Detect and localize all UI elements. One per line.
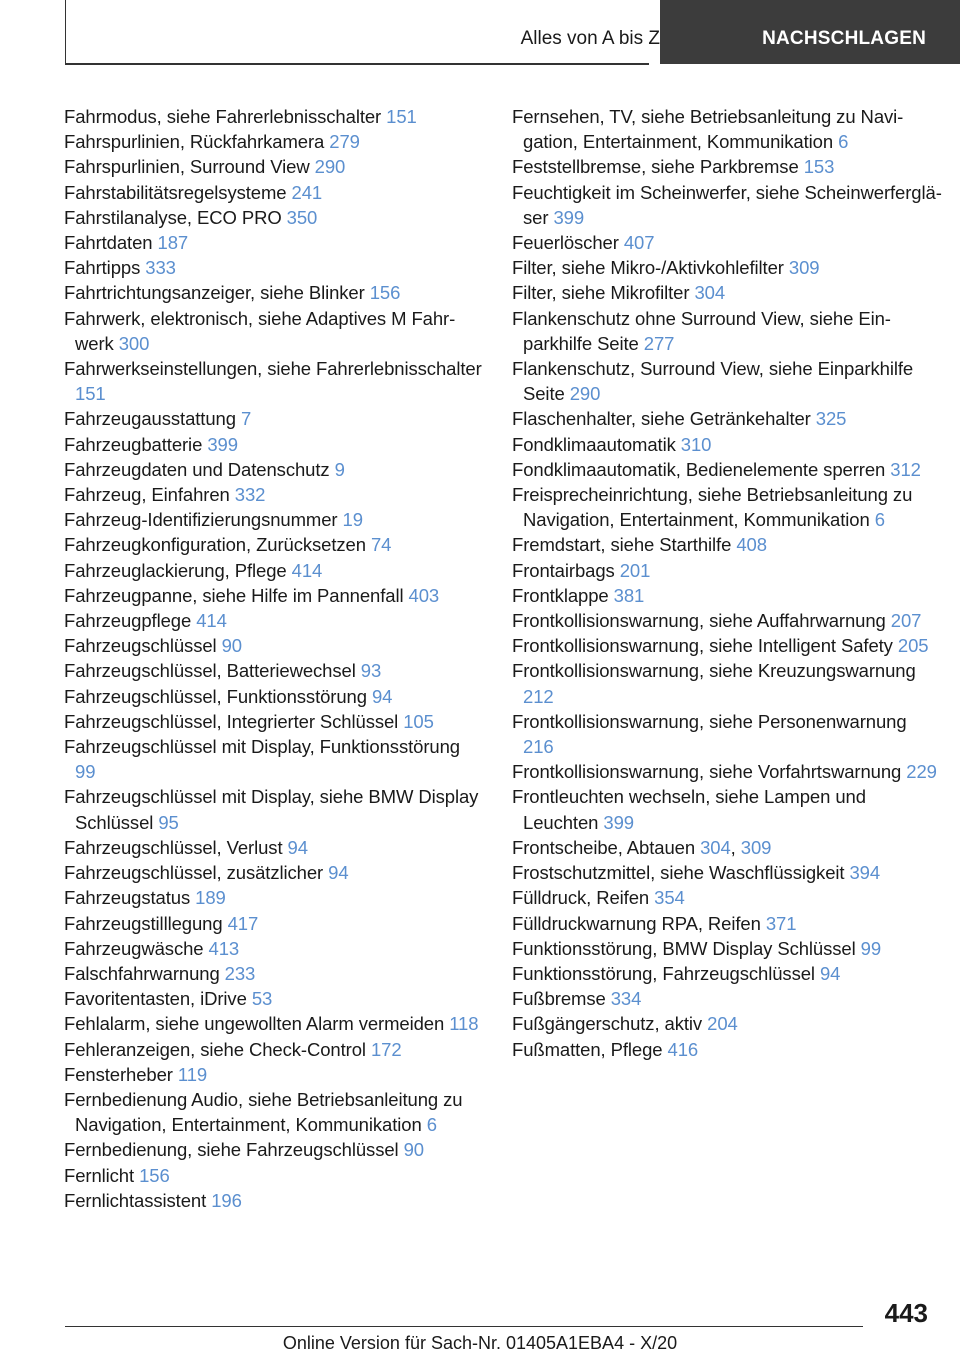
- index-entry-term: Fahrstilanalyse, ECO PRO: [64, 206, 287, 228]
- index-entry: [64, 255, 484, 280]
- index-entry-term: Fahrstabilitätsregelsysteme: [64, 181, 292, 203]
- page-reference-link[interactable]: 151: [386, 106, 417, 127]
- page-reference-link[interactable]: 172: [370, 1038, 402, 1060]
- index-entry: [64, 784, 484, 834]
- page-reference-link[interactable]: 300: [118, 332, 150, 354]
- page-reference-link[interactable]: 304: [694, 282, 726, 304]
- page-reference-link[interactable]: 95: [158, 811, 179, 833]
- index-entry-term: Feststellbremse, siehe Parkbremse: [512, 156, 804, 178]
- index-entry-term: Frontkollisionswarnung, siehe Vorfahrtswarnung: [512, 761, 907, 783]
- index-entry-term: Feuchtigkeit im Scheinwerfer, siehe Scheinwerfergläser: [512, 181, 942, 228]
- page-reference-link[interactable]: 94: [287, 836, 308, 858]
- page-reference-link[interactable]: 394: [849, 862, 881, 884]
- page-reference-link[interactable]: 189: [195, 887, 226, 909]
- index-entry-term: Frontkollisionswarnung, siehe Personenwarnung: [512, 710, 907, 732]
- index-entry: [64, 507, 484, 532]
- page-reference-link[interactable]: 408: [736, 534, 767, 556]
- index-entry: [64, 1087, 484, 1137]
- page-reference-link[interactable]: 229: [906, 761, 937, 783]
- index-entry: [512, 532, 942, 557]
- page-reference-link[interactable]: 9: [334, 458, 345, 480]
- page-reference-link[interactable]: 94: [371, 685, 393, 707]
- index-entry-term: Frontscheibe, Abtauen: [512, 836, 701, 858]
- page-reference-link[interactable]: 6: [426, 1114, 437, 1136]
- index-entry-term: Funktionsstörung, Fahrzeugschlüssel: [512, 962, 820, 984]
- chapter-tab-label: NACHSCHLAGEN: [762, 28, 926, 49]
- index-entry-term: Fahrzeugschlüssel mit Display, Funktionsstörung: [64, 736, 460, 758]
- index-entry-term: Fahrtrichtungsanzeiger, siehe Blinker: [64, 282, 370, 304]
- index-entry: [64, 129, 484, 154]
- index-entry-term: Fahrtdaten: [64, 232, 158, 254]
- index-entry: [64, 180, 484, 205]
- index-entry: [64, 482, 484, 507]
- index-entry-term: Fußgängerschutz, aktiv: [512, 1013, 708, 1035]
- index-entry: [512, 558, 942, 583]
- page-reference-link[interactable]: 7: [240, 408, 252, 430]
- index-entry-term: Fahrzeugschlüssel, Batteriewechsel: [64, 660, 361, 682]
- index-entry: [512, 936, 942, 961]
- page-reference-link[interactable]: 119: [177, 1063, 208, 1085]
- index-entry-term: Filter, siehe Mikro-/Aktivkohlefilter: [512, 257, 789, 279]
- page-reference-link[interactable]: 6: [874, 509, 885, 531]
- index-entry: [512, 784, 942, 834]
- index-entry-term: Fahrwerk, elektronisch, siehe Adaptives M Fahrwerk: [64, 307, 456, 354]
- index-entry-term: Fahrzeugschlüssel mit Display, siehe BMW Display Schlüssel: [64, 786, 479, 833]
- index-entry: [512, 961, 942, 986]
- page-reference-link[interactable]: 94: [328, 862, 349, 884]
- index-entry: [64, 936, 484, 961]
- page-reference-link[interactable]: 204: [707, 1013, 738, 1035]
- index-entry: [64, 306, 484, 356]
- page-reference-link[interactable]: 6: [838, 131, 849, 153]
- page-reference-link[interactable]: 414: [196, 610, 227, 632]
- index-entry-term: Fernsehen, TV, siehe Betriebsanleitung zu Navigation, Entertainment, Kommunikation: [512, 106, 904, 153]
- index-entry-term: Fahrzeugkonfiguration, Zurücksetzen: [64, 534, 371, 556]
- chapter-tab: [660, 0, 960, 64]
- index-entry: [512, 457, 942, 482]
- page-reference-link[interactable]: 399: [603, 811, 634, 833]
- index-entry-term: Fehleranzeigen, siehe Check-Control: [64, 1038, 371, 1060]
- index-entry: [512, 280, 942, 305]
- index-entry: [64, 734, 484, 784]
- index-entry-term: Fußmatten, Pflege: [512, 1038, 668, 1060]
- index-entry-term: Fahrzeuglackierung, Pflege: [64, 559, 292, 581]
- index-entry-term: Fahrzeugschlüssel, Integrierter Schlüssel: [64, 710, 404, 732]
- page-reference-link[interactable]: 333: [145, 257, 176, 279]
- page-reference-link[interactable]: 310: [680, 433, 712, 455]
- page-reference-link[interactable]: 407: [623, 232, 655, 254]
- page-reference-link[interactable]: 207: [890, 610, 922, 632]
- index-entry: [64, 532, 484, 557]
- header-rule: [65, 63, 649, 65]
- index-entry: [64, 104, 484, 129]
- index-entry: [512, 230, 942, 255]
- index-entry: [512, 154, 942, 179]
- index-entry: [512, 180, 942, 230]
- index-entry-term: Falschfahrwarnung: [64, 962, 225, 984]
- index-entry-term: Feuerlöscher: [512, 232, 624, 254]
- index-entry: [64, 633, 484, 658]
- index-entry-term: Flankenschutz, Surround View, siehe Einparkhilfe Seite: [512, 358, 914, 405]
- page-reference-link[interactable]: 156: [369, 282, 401, 304]
- index-entry: [512, 835, 942, 860]
- page-reference-link[interactable]: 90: [221, 635, 242, 657]
- index-entry: [64, 558, 484, 583]
- index-entry-term: Fahrwerkseinstellungen, siehe Fahrerlebnisschalter: [64, 358, 482, 380]
- page-reference-link[interactable]: 309: [740, 836, 772, 858]
- index-column-left: [64, 104, 484, 1213]
- index-entry: [512, 986, 942, 1011]
- index-entry-term: Funktionsstörung, BMW Display Schlüssel: [512, 937, 861, 959]
- page-reference-link[interactable]: 241: [291, 181, 323, 203]
- page-reference-link[interactable]: 212: [523, 685, 554, 707]
- index-entry-term: Fehlalarm, siehe ungewollten Alarm vermeiden: [64, 1013, 450, 1035]
- page-reference-link[interactable]: 417: [227, 912, 259, 934]
- index-entry-term: Favoritentasten, iDrive: [64, 988, 252, 1010]
- index-entry: [64, 684, 484, 709]
- page-reference-link[interactable]: 290: [314, 156, 346, 178]
- index-entry-term: Fahrzeugschlüssel, Verlust: [64, 836, 288, 858]
- index-entry: [64, 356, 484, 406]
- page-reference-link[interactable]: 414: [291, 559, 323, 581]
- page-reference-link[interactable]: 371: [765, 912, 797, 934]
- index-entry-term: Fahrzeugpflege: [64, 610, 197, 632]
- page-reference-link[interactable]: 416: [667, 1038, 699, 1060]
- index-entry: [64, 457, 484, 482]
- index-entry: [512, 885, 942, 910]
- index-entry-term: Fülldruckwarnung RPA, Reifen: [512, 912, 766, 934]
- page-reference-link[interactable]: 105: [403, 710, 434, 732]
- page-reference-link[interactable]: 233: [224, 962, 256, 984]
- page-reference-link[interactable]: 156: [139, 1164, 170, 1186]
- page-reference-link[interactable]: 413: [208, 937, 240, 959]
- index-entry-term: Fahrspurlinien, Surround View: [64, 156, 315, 178]
- index-entry-term: Fahrzeugwäsche: [64, 937, 209, 959]
- index-entry-term: Frontleuchten wechseln, siehe Lampen und Leuchten: [512, 786, 866, 833]
- index-entry: [64, 986, 484, 1011]
- page-reference-link[interactable]: 196: [211, 1189, 242, 1211]
- page-reference-link[interactable]: 153: [803, 156, 835, 178]
- page-reference-link[interactable]: 90: [403, 1139, 424, 1161]
- index-entry-term: Fahrzeugstatus: [64, 887, 196, 909]
- page-reference-link[interactable]: 399: [207, 433, 238, 455]
- index-entry-term: Fernlicht: [64, 1164, 140, 1186]
- index-entry-term: Fahrtipps: [64, 257, 146, 279]
- index-entry: [512, 255, 942, 280]
- index-entry-term: Fahrzeugschlüssel, zusätzlicher: [64, 862, 329, 884]
- index-entry: [64, 885, 484, 910]
- page-reference-link[interactable]: 99: [860, 937, 882, 959]
- index-entry: [64, 658, 484, 683]
- page-reference-link[interactable]: 74: [370, 534, 392, 556]
- page-reference-link[interactable]: 118: [449, 1013, 479, 1035]
- index-entry: [64, 835, 484, 860]
- index-entry: [64, 280, 484, 305]
- index-entry-term: Fahrmodus, siehe Fahrerlebnisschalter: [64, 106, 387, 127]
- index-entry-term: Fülldruck, Reifen: [512, 887, 655, 909]
- index-entry-term: Fernbedienung Audio, siehe Betriebsanleitung zu Navigation, Entertainment, Kommunikation: [64, 1088, 463, 1136]
- index-entry: [512, 911, 942, 936]
- index-entry: [64, 230, 484, 255]
- index-entry-term: Fondklimaautomatik: [512, 433, 681, 455]
- index-entry-term: Frontkollisionswarnung, siehe Auffahrwarnung: [512, 610, 891, 632]
- index-entry: [512, 633, 942, 658]
- page-reference-link[interactable]: 216: [523, 736, 554, 758]
- index-entry: [64, 1137, 484, 1162]
- index-entry-term: Fremdstart, siehe Starthilfe: [512, 534, 737, 556]
- page-reference-link[interactable]: 187: [157, 232, 189, 254]
- page-number: 443: [884, 1298, 928, 1328]
- index-entry-term: Fahrzeugschlüssel: [64, 635, 222, 657]
- index-entry-term: Fahrspurlinien, Rückfahrkamera: [64, 131, 330, 153]
- index-entry: [64, 961, 484, 986]
- page-reference-link[interactable]: 201: [619, 559, 651, 581]
- index-entry-term: Fußbremse: [512, 988, 611, 1010]
- page-reference-link[interactable]: 93: [360, 660, 382, 682]
- index-entry: [512, 759, 942, 784]
- index-entry: [64, 709, 484, 734]
- index-entry-term: Fahrzeugstilllegung: [64, 912, 228, 934]
- index-entry-term: Flankenschutz ohne Surround View, siehe Einparkhilfe Seite: [512, 307, 891, 354]
- page-reference-link[interactable]: 279: [329, 131, 360, 153]
- index-entry: [512, 860, 942, 885]
- page-reference-link[interactable]: 334: [610, 988, 642, 1010]
- index-entry: [64, 154, 484, 179]
- footer-version: Online Version für Sach-Nr. 01405A1EBA4 - X/20: [282, 1333, 678, 1353]
- index-entry-term: Fahrzeugbatterie: [64, 433, 208, 455]
- index-entry-term: Fernlichtassistent: [64, 1189, 212, 1211]
- index-entry: [64, 1062, 484, 1087]
- section-title: Alles von A bis Z: [520, 28, 660, 49]
- index-entry: [512, 658, 942, 708]
- page-reference-link[interactable]: 403: [408, 584, 440, 606]
- index-entry-term: Fernbedienung, siehe Fahrzeugschlüssel: [64, 1139, 404, 1161]
- index-entry: [64, 1011, 484, 1036]
- index-entry-term: Fahrzeugausstattung: [64, 408, 241, 430]
- index-entry-term: Fensterheber: [64, 1063, 178, 1085]
- index-entry: [512, 608, 942, 633]
- index-column-right: [512, 104, 942, 1062]
- index-entry: [512, 583, 942, 608]
- index-entry: [64, 1163, 484, 1188]
- index-entry-term: Flaschenhalter, siehe Getränkehalter: [512, 408, 816, 430]
- index-entry: [512, 104, 942, 154]
- index-entry: [512, 406, 942, 431]
- index-entry-term: Fahrzeug, Einfahren: [64, 484, 235, 506]
- index-entry-term: Frontklappe: [512, 584, 614, 606]
- index-entry: [64, 1188, 484, 1213]
- index-entry-term: Filter, siehe Mikrofilter: [512, 282, 695, 304]
- page-reference-link[interactable]: 332: [234, 484, 266, 506]
- page-reference-link[interactable]: 312: [890, 458, 921, 480]
- index-entry-term: Fahrzeug-Identifizierungsnummer: [64, 509, 343, 531]
- index-entry: [512, 482, 942, 532]
- index-entry-term: Fahrzeugschlüssel, Funktionsstörung: [64, 685, 372, 707]
- page-reference-link[interactable]: 309: [788, 257, 820, 279]
- page-reference-link[interactable]: 325: [815, 408, 847, 430]
- page-reference-link[interactable]: 99: [75, 761, 96, 783]
- index-entry: [64, 406, 484, 431]
- index-entry-term: Fondklimaautomatik, Bedienelemente sperren: [512, 458, 891, 480]
- index-entry-term: Fahrzeugdaten und Datenschutz: [64, 458, 335, 480]
- index-entry: [64, 860, 484, 885]
- index-entry: [64, 432, 484, 457]
- page-reference-link[interactable]: 290: [569, 383, 601, 405]
- page-reference-link[interactable]: 354: [654, 887, 685, 909]
- index-entry: [64, 583, 484, 608]
- index-entry-term: Frontkollisionswarnung, siehe Kreuzungswarnung: [512, 660, 916, 682]
- page-reference-link[interactable]: 53: [251, 988, 273, 1010]
- index-entry-term: Frostschutzmittel, siehe Waschflüssigkeit: [512, 862, 850, 884]
- index-entry-term: Fahrzeugpanne, siehe Hilfe im Pannenfall: [64, 584, 409, 606]
- index-entry: [512, 306, 942, 356]
- index-entry-term: Frontairbags: [512, 559, 620, 581]
- page-reference-link[interactable]: 277: [643, 332, 675, 354]
- header-left-rule: [65, 0, 66, 64]
- page-reference-link[interactable]: 19: [342, 509, 363, 531]
- index-entry: [512, 1037, 942, 1062]
- index-entry-term: Freisprecheinrichtung, siehe Betriebsanleitung zu Navigation, Entertainment, Kommunikation: [512, 484, 913, 531]
- page-reference-separator: ,: [730, 836, 741, 858]
- page-reference-link[interactable]: 399: [553, 206, 585, 228]
- index-entry: [512, 356, 942, 406]
- page-reference-link[interactable]: 151: [75, 383, 106, 405]
- index-entry: [64, 205, 484, 230]
- page-reference-link[interactable]: 350: [286, 206, 318, 228]
- index-entry: [512, 432, 942, 457]
- page-reference-link[interactable]: 205: [897, 635, 929, 657]
- page-reference-link[interactable]: 304: [700, 836, 731, 858]
- index-entry: [512, 1011, 942, 1036]
- page-reference-link[interactable]: 381: [613, 584, 645, 606]
- index-entry-term: Frontkollisionswarnung, siehe Intelligent Safety: [512, 635, 898, 657]
- index-entry: [64, 911, 484, 936]
- footer-rule: [65, 1326, 863, 1327]
- index-entry: [512, 709, 942, 759]
- index-entry: [64, 608, 484, 633]
- page-reference-link[interactable]: 94: [819, 962, 841, 984]
- index-entry: [64, 1037, 484, 1062]
